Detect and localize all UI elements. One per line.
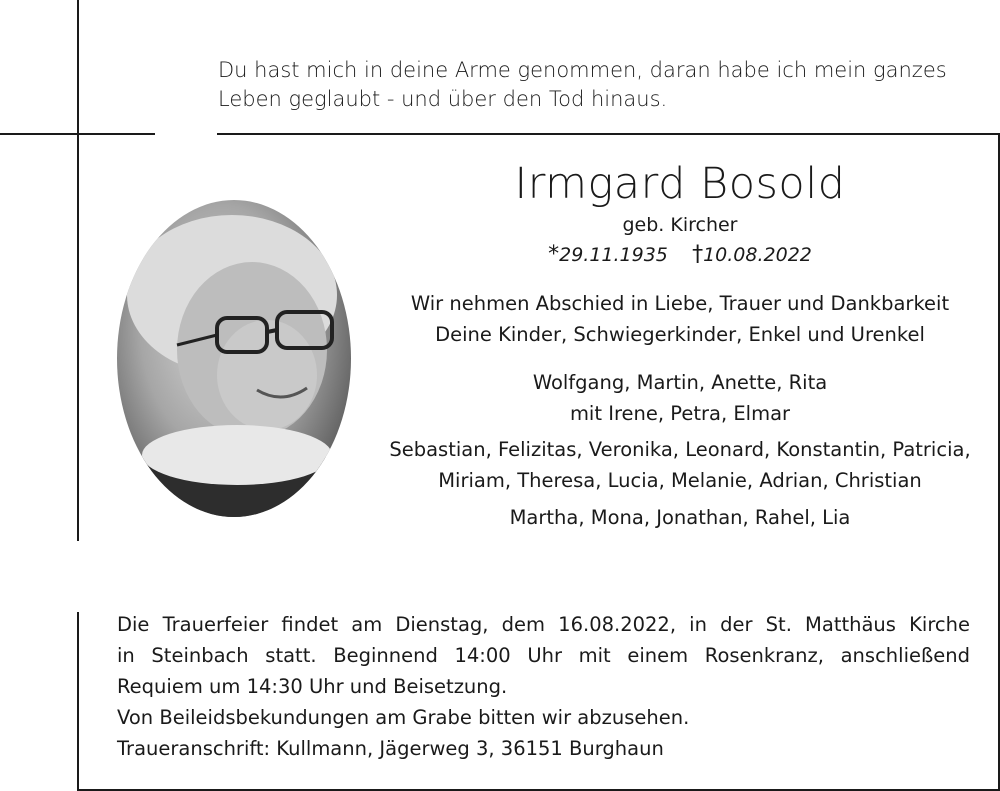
funeral-line-1: Die Trauerfeier findet am Dienstag, dem 16.08.2022, in der St. Matthäus Kirche — [117, 613, 970, 636]
frame-top-line — [217, 133, 1000, 135]
funeral-info — [117, 609, 970, 764]
funeral-address: Traueranschrift: Kullmann, Jägerweg 3, 36151 Burghaun — [117, 737, 664, 760]
cross-horizontal-line-left — [0, 133, 155, 135]
children-line-2: mit Irene, Petra, Elmar — [569, 402, 791, 425]
death-date: 10.08.2022 — [703, 244, 812, 266]
funeral-line-2: in Steinbach statt. Beginnend 14:00 Uhr mit einem Rosenkranz, anschließend — [117, 644, 970, 667]
great-grandchildren-line-1: Martha, Mona, Jonathan, Rahel, Lia — [509, 506, 851, 529]
grandchildren-line-2: Miriam, Theresa, Lucia, Melanie, Adrian, Christian — [438, 469, 922, 492]
great-grandchildren-names — [365, 502, 995, 533]
grandchildren-line-1: Sebastian, Felizitas, Veronika, Leonard, Konstantin, Patricia, — [389, 438, 971, 461]
funeral-line-4: Von Beileidsbekundungen am Grabe bitten wir abzusehen. — [117, 706, 690, 729]
quote — [218, 56, 978, 114]
death-symbol: † — [692, 242, 704, 267]
children-names — [365, 367, 995, 429]
birth-date: 29.11.1935 — [559, 244, 668, 266]
deceased-name: Irmgard Bosold — [514, 159, 846, 209]
quote-line-2: Leben geglaubt - und über den Tod hinaus. — [218, 87, 668, 111]
birth-symbol: * — [548, 242, 560, 267]
portrait-illustration — [117, 200, 351, 517]
funeral-line-3: Requiem um 14:30 Uhr und Beisetzung. — [117, 675, 508, 698]
quote-line-1: Du hast mich in deine Arme genommen, daran habe ich mein ganzes — [218, 58, 947, 82]
farewell-line-1: Wir nehmen Abschied in Liebe, Trauer und Dankbarkeit — [410, 292, 950, 315]
farewell-line-2: Deine Kinder, Schwiegerkinder, Enkel und Urenkel — [435, 323, 925, 346]
grandchildren-names — [365, 434, 995, 496]
birth-name: geb. Kircher — [622, 214, 738, 236]
life-dates — [365, 242, 995, 268]
portrait-photo — [117, 200, 351, 517]
farewell-text — [365, 288, 995, 350]
cross-vertical-line — [77, 0, 79, 541]
children-line-1: Wolfgang, Martin, Anette, Rita — [532, 371, 828, 394]
frame-bottom-left-line — [77, 612, 79, 791]
